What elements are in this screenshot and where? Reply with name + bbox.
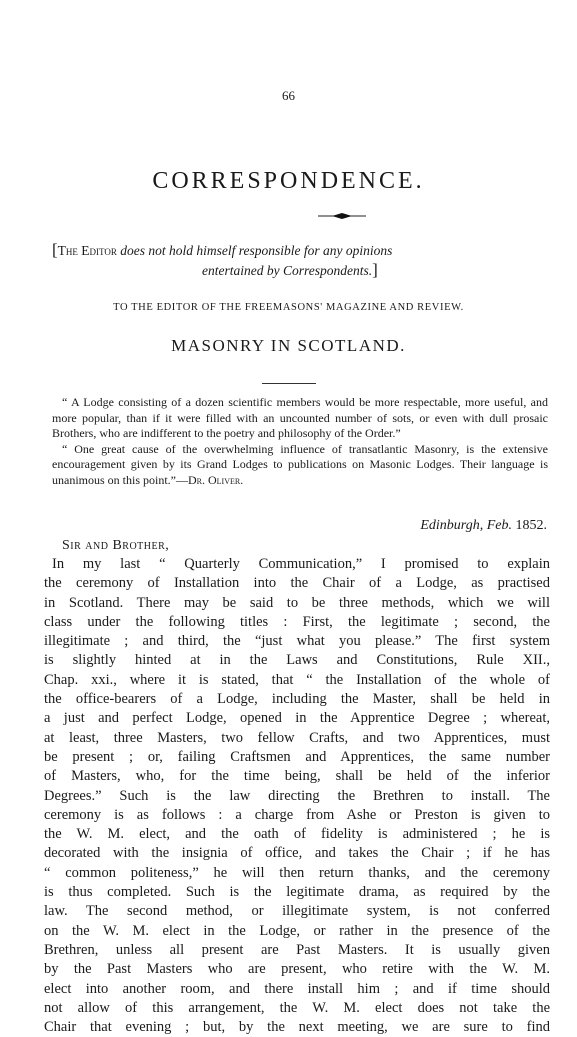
- year: 1852.: [512, 518, 547, 533]
- body-line: of Masters, who, for the time being, shall be held of the inferior: [44, 768, 550, 785]
- letter-body: [44, 555, 550, 1037]
- salutation: Sir and Brother,: [62, 538, 170, 553]
- body-line: class under the following titles : First, the legitimate ; second, the: [44, 613, 550, 630]
- body-line: ceremony is as follows : a charge from Ashe or Preston is given to: [44, 806, 550, 823]
- body-line: is thus completed. Such is the legitimate drama, as required by the: [44, 884, 550, 901]
- body-line: be present ; or, failing Craftsmen and Apprentices, the same number: [44, 748, 550, 765]
- body-line: law. The second method, or illegitimate system, is not conferred: [44, 903, 550, 920]
- epigraph-quote-1: “ A Lodge consisting of a dozen scientific members would be more respectable, more useful, and more popular, than if it were filled with an uncounted number of sots, or even with dull prosaic Brothers, who are indifferent to the poetry and philosophy of the Order.”: [52, 395, 548, 440]
- epigraph-quote-2: [52, 442, 548, 489]
- place-date: [420, 518, 547, 534]
- epigraph: [52, 395, 548, 488]
- body-line: at least, three Masters, two fellow Crafts, and two Apprentices, must: [44, 729, 550, 746]
- open-bracket: [: [52, 240, 58, 259]
- body-line: In my last “ Quarterly Communication,” I promised to explain: [52, 556, 550, 572]
- page-number: 66: [282, 88, 295, 103]
- body-line: Brethren, unless all present are Past Masters. It is usually given: [44, 941, 550, 958]
- disclaimer-the-editor: The Editor: [57, 243, 117, 258]
- body-line: illegitimate ; and third, the “just what you please.” The first system: [44, 633, 550, 650]
- body-line: elect into another room, and there install him ; and if time should: [44, 980, 550, 997]
- epigraph-quote-2-text: “ One great cause of the overwhelming influence of transatlantic Masonry, is the extensive encouragement given by its Grand Lodges to publications on Masonic Lodges. Their language is unanimous on this point.”—: [52, 441, 548, 487]
- place: Edinburgh, Feb.: [420, 518, 512, 533]
- editor-disclaimer: [52, 240, 552, 280]
- body-line: “ common politeness,” he will then return thanks, and the ceremony: [44, 864, 550, 881]
- body-line: a just and perfect Lodge, opened in the Apprentice Degree ; whereat,: [44, 710, 550, 727]
- body-line: the office-bearers of a Lodge, including the Master, shall be held in: [44, 691, 550, 708]
- body-line: the W. M. elect, and the oath of fidelity is administered ; he is: [44, 826, 550, 843]
- body-line: is slightly hinted at in the Laws and Constitutions, Rule XII.,: [44, 652, 550, 669]
- body-line: in Scotland. There may be said to be three methods, which we will: [44, 594, 550, 611]
- body-line: on the W. M. elect in the Lodge, or rather in the presence of the: [44, 922, 550, 939]
- body-line: decorated with the insignia of office, and takes the Chair ; if he has: [44, 845, 550, 862]
- body-line: Chair that evening ; but, by the next meeting, we are sure to find: [44, 1019, 550, 1036]
- article-title: MASONRY IN SCOTLAND.: [171, 336, 406, 355]
- body-line: Degrees.” Such is the law directing the Brethren to install. The: [44, 787, 550, 804]
- body-line: the ceremony of Installation into the Chair of a Lodge, as practised: [44, 575, 550, 592]
- body-line: by the Past Masters who are present, who retire with the W. M.: [44, 961, 550, 978]
- close-bracket: ]: [372, 260, 378, 279]
- epigraph-author: Dr. Oliver.: [188, 472, 244, 487]
- to-editor-heading: TO THE EDITOR OF THE FREEMASONS' MAGAZINE AND REVIEW.: [113, 302, 464, 313]
- dash-diamond-ornament-icon: [318, 212, 366, 220]
- section-title: CORRESPONDENCE.: [152, 168, 425, 194]
- body-line: not allow of this arrangement, the W. M. elect does not take the: [44, 999, 550, 1016]
- title-rule: [262, 383, 316, 384]
- disclaimer-line2: entertained by Correspondents.: [202, 263, 373, 278]
- disclaimer-line1: does not hold himself responsible for any opinions: [116, 243, 393, 258]
- body-line: Chap. xxi., where it is stated, that “ the Installation of the whole of: [44, 671, 550, 688]
